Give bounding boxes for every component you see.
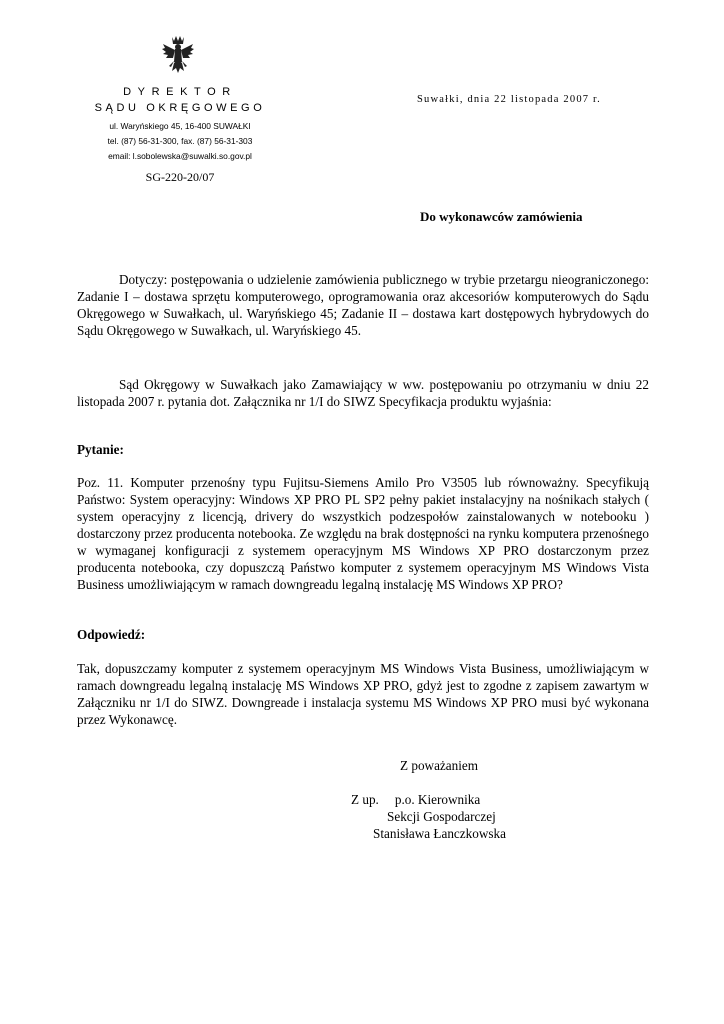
- reference-number: SG-220-20/07: [145, 170, 215, 184]
- signature-name: Stanisława Łanczkowska: [373, 826, 506, 841]
- answer-paragraph: [77, 660, 649, 728]
- question-text: Poz. 11. Komputer przenośny typu Fujitsu-Siemens Amilo Pro V3505 lub równoważny. Specyfikują Państwo: System operacyjny: Windows XP PRO PL SP2 pełny pakiet instalacyjny na nośnikach stałych ( system operacyjny z licencją, drivery do wszystkich podzespołów zainstalowanych w notebooku ) dostarczony przez producenta notebooka. Ze względu na brak dostępności na rynku komputera przenośnego w wymaganej konfiguracji z systemem operacyjnym MS Windows XP PRO dostarczonym przez producenta notebooka, czy dopuszczą Państwo komputer z systemem operacyjnym MS Windows Vista Business umożliwiającym w ramach downgreadu legalną instalację MS Windows XP PRO?: [77, 475, 649, 592]
- office-title: DYREKTOR: [123, 86, 237, 98]
- closing-salutation: Z poważaniem: [400, 758, 478, 773]
- intro-paragraph: [77, 376, 649, 410]
- answer-heading: Odpowiedź:: [77, 627, 146, 642]
- subject-paragraph: [77, 271, 649, 339]
- subject-text: Dotyczy: postępowania o udzielenie zamówienia publicznego w trybie przetargu nieograniczonego: Zadanie I – dostawa sprzętu komputerowego, oprogramowania oraz akcesoriów komputerowych do Sądu Okręgowego w Suwałkach, ul. Waryńskiego 45; Zadanie II – dostawa kart dostępowych hybrydowych do Sądu Okręgowego w Suwałkach, ul. Waryńskiego 45.: [77, 272, 649, 338]
- recipient-line: Do wykonawców zamówienia: [420, 209, 583, 224]
- office-address: ul. Waryńskiego 45, 16-400 SUWAŁKI: [109, 121, 251, 131]
- office-phone: tel. (87) 56-31-300, fax. (87) 56-31-303: [107, 136, 253, 146]
- intro-text: Sąd Okręgowy w Suwałkach jako Zamawiający w ww. postępowaniu po otrzymaniu w dniu 22 listopada 2007 r. pytania dot. Załącznika nr 1/I do SIWZ Specyfikacja produktu wyjaśnia:: [77, 377, 649, 409]
- polish-eagle-emblem-icon: [160, 34, 196, 78]
- office-subtitle: SĄDU OKRĘGOWEGO: [94, 102, 266, 114]
- signature-department: Sekcji Gospodarczej: [387, 809, 496, 824]
- question-paragraph: [77, 474, 649, 593]
- question-heading: Pytanie:: [77, 442, 124, 457]
- signature-role-line: [351, 792, 480, 808]
- signature-prefix: Z up.: [351, 792, 379, 807]
- place-date: Suwałki, dnia 22 listopada 2007 r.: [417, 94, 601, 105]
- signature-role: p.o. Kierownika: [394, 792, 481, 807]
- answer-text: Tak, dopuszczamy komputer z systemem operacyjnym MS Windows Vista Business, umożliwiającym w ramach downgreadu legalną instalację MS Windows XP PRO, gdyż jest to zgodne z zapisem zawartym w Załączniku nr 1/I do SIWZ. Downgreade i instalacja systemu MS Windows XP PRO musi być wykonana przez Wykonawcę.: [77, 661, 649, 727]
- office-email: email: l.sobolewska@suwalki.so.gov.pl: [108, 151, 252, 161]
